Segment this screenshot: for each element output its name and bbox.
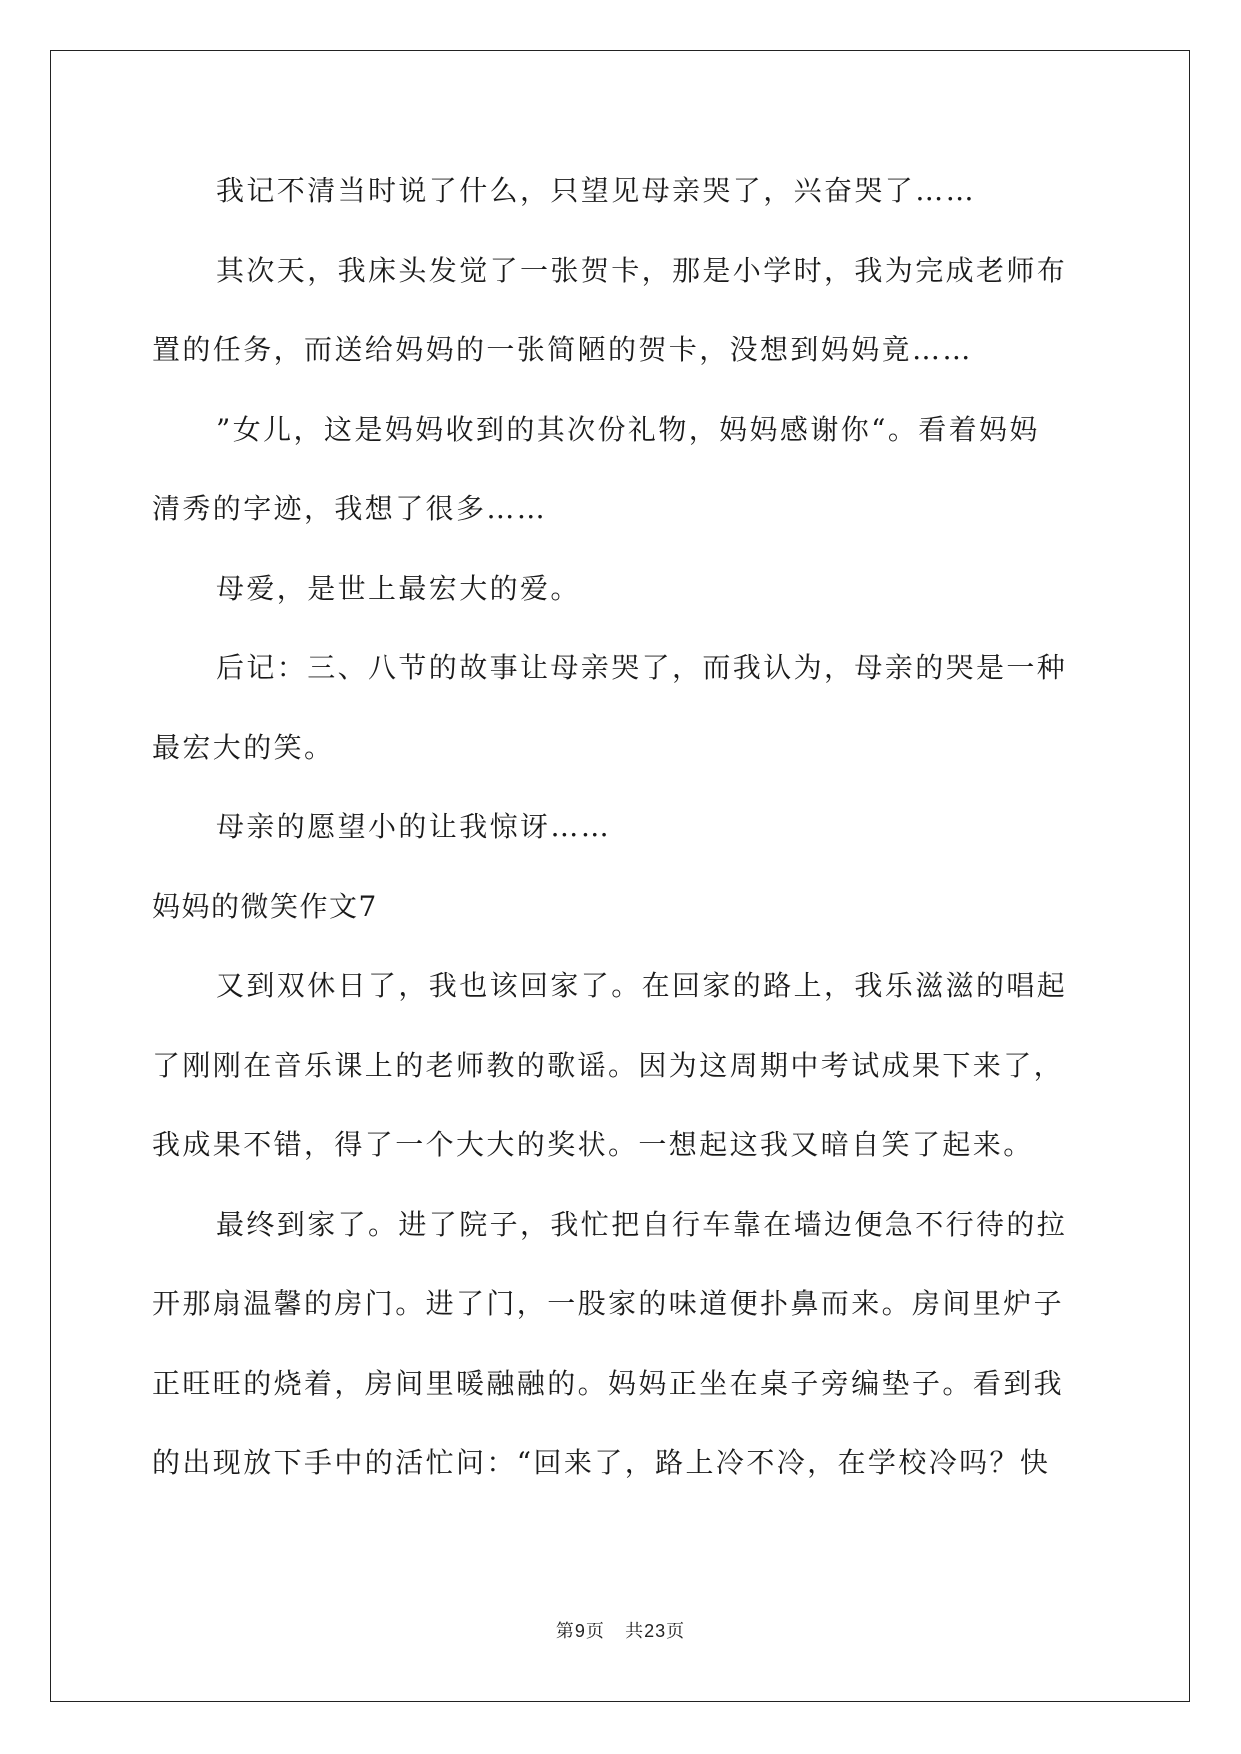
total-pages: 23 [644,1621,667,1641]
paragraph-line: 置的任务，而送给妈妈的一张简陋的贺卡，没想到妈妈竟…… [152,333,973,366]
paragraph-line: 我成果不错，得了一个大大的奖状。一想起这我又暗自笑了起来。 [152,1128,1034,1161]
page-suffix: 页 [585,1621,605,1642]
paragraph-line: 母亲的愿望小的让我惊讶…… [216,810,612,843]
paragraph-line: 最终到家了。进了院子，我忙把自行车靠在墙边便急不行待的拉 [216,1208,1068,1241]
paragraph-line: ”女儿，这是妈妈收到的其次份礼物，妈妈感谢你“。看着妈妈 [216,413,1040,446]
paragraph-line: 母爱，是世上最宏大的爱。 [216,572,581,605]
section-heading: 妈妈的微笑作文7 [152,890,378,923]
paragraph-line: 了刚刚在音乐课上的老师教的歌谣。因为这周期中考试成果下来了， [152,1049,1065,1082]
page-number: 9 [574,1621,586,1641]
total-suffix: 页 [666,1621,686,1642]
paragraph-line: 后记：三、八节的故事让母亲哭了，而我认为，母亲的哭是一种 [216,651,1068,684]
page-footer [0,1617,1241,1643]
paragraph-line: 的出现放下手中的活忙问：“回来了，路上冷不冷，在学校冷吗？快 [152,1446,1051,1479]
paragraph-line: 又到双休日了，我也该回家了。在回家的路上，我乐滋滋的唱起 [216,969,1068,1002]
paragraph-line: 清秀的字迹，我想了很多…… [152,492,548,525]
paragraph-line: 开那扇温馨的房门。进了门，一股家的味道便扑鼻而来。房间里炉子 [152,1287,1065,1320]
page-prefix: 第 [555,1621,575,1642]
paragraph-line: 正旺旺的烧着，房间里暖融融的。妈妈正坐在桌子旁编垫子。看到我 [152,1367,1065,1400]
paragraph-line: 其次天，我床头发觉了一张贺卡，那是小学时，我为完成老师布 [216,254,1068,287]
paragraph-line: 最宏大的笑。 [152,731,335,764]
total-prefix: 共 [625,1621,645,1642]
paragraph-line: 我记不清当时说了什么，只望见母亲哭了，兴奋哭了…… [216,174,977,207]
